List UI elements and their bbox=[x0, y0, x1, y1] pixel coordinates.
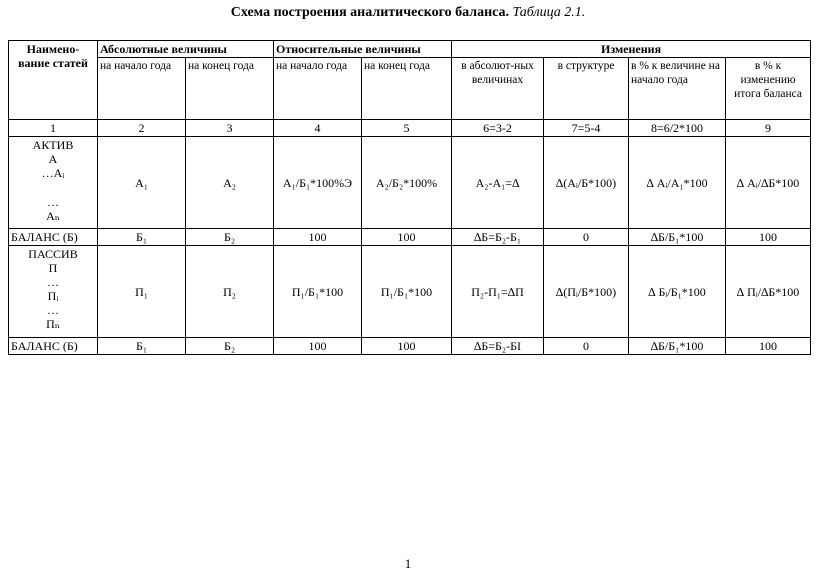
header-abs-start: на начало года bbox=[98, 58, 186, 120]
aktiv-label-line: А bbox=[48, 152, 58, 166]
balance-cell: Б₂ bbox=[186, 229, 274, 246]
passiv-cell: ∆ Бᵢ/Б₁*100 bbox=[629, 246, 726, 338]
col-num: 9 bbox=[726, 120, 811, 137]
balance-cell: ∆Б=Б₂-Б₁ bbox=[452, 229, 544, 246]
balance-cell: ∆Б/Б₁*100 bbox=[629, 229, 726, 246]
balance-cell: 100 bbox=[362, 229, 452, 246]
title-main: Схема построения аналитического баланса. bbox=[230, 5, 510, 20]
passiv-row bbox=[9, 246, 811, 338]
header-ch-pct-start: в % к величине на начало года bbox=[629, 58, 726, 120]
column-numbers-row bbox=[9, 120, 811, 137]
aktiv-label bbox=[9, 137, 98, 229]
balance-cell: 100 bbox=[362, 338, 452, 355]
balance-cell: Б₁ bbox=[98, 338, 186, 355]
aktiv-cell: ∆ Аᵢ/А₁*100 bbox=[629, 137, 726, 229]
header-abs-end: на конец года bbox=[186, 58, 274, 120]
aktiv-cell: А₁ bbox=[98, 137, 186, 229]
header-rel-group: Относительные величины bbox=[274, 41, 452, 58]
balance-cell: 0 bbox=[544, 338, 629, 355]
passiv-label-line: ПАССИВ bbox=[28, 247, 78, 261]
passiv-cell: П₂-П₁=∆П bbox=[452, 246, 544, 338]
balance-cell: 0 bbox=[544, 229, 629, 246]
passiv-cell: П₂ bbox=[186, 246, 274, 338]
passiv-label-line: П bbox=[48, 261, 58, 275]
col-num: 3 bbox=[186, 120, 274, 137]
aktiv-cell: А₁/Б₁*100%Э bbox=[274, 137, 362, 229]
aktiv-cell: А₂ bbox=[186, 137, 274, 229]
passiv-cell: П₁/Б₁*100 bbox=[362, 246, 452, 338]
header-ch-pct-total: в % к изменению итога баланса bbox=[726, 58, 811, 120]
passiv-cell: П₁ bbox=[98, 246, 186, 338]
col-num: 2 bbox=[98, 120, 186, 137]
header-abs-group: Абсолютные величины bbox=[98, 41, 274, 58]
col-num: 4 bbox=[274, 120, 362, 137]
aktiv-label-line bbox=[11, 180, 95, 195]
balance-cell: 100 bbox=[274, 338, 362, 355]
aktiv-cell: А₂/Б₂*100% bbox=[362, 137, 452, 229]
balance-cell: 100 bbox=[726, 338, 811, 355]
passiv-label-line: Пₙ bbox=[46, 317, 60, 331]
header-row-group bbox=[9, 41, 811, 58]
balance-cell: Б₂ bbox=[186, 338, 274, 355]
analytical-balance-table bbox=[8, 40, 811, 355]
passiv-cell: ∆ Пᵢ/∆Б*100 bbox=[726, 246, 811, 338]
aktiv-cell: А₂-А₁=∆ bbox=[452, 137, 544, 229]
col-num: 6=3-2 bbox=[452, 120, 544, 137]
aktiv-label-line: … bbox=[47, 195, 59, 209]
header-rel-start: на начало года bbox=[274, 58, 362, 120]
passiv-label bbox=[9, 246, 98, 338]
balance-cell: ∆Б/Б₁*100 bbox=[629, 338, 726, 355]
balance-row-2 bbox=[9, 338, 811, 355]
aktiv-cell: ∆ Аᵢ/∆Б*100 bbox=[726, 137, 811, 229]
col-num: 8=6/2*100 bbox=[629, 120, 726, 137]
header-row-sub bbox=[9, 58, 811, 120]
col-num: 5 bbox=[362, 120, 452, 137]
aktiv-label-line: Аₙ bbox=[46, 209, 60, 223]
balance-cell: 100 bbox=[726, 229, 811, 246]
page-title bbox=[0, 5, 816, 21]
header-name-col: Наимено-вание статей bbox=[9, 41, 98, 120]
page-number: 1 bbox=[404, 556, 412, 571]
balance-cell: 100 bbox=[274, 229, 362, 246]
header-changes-group: Изменения bbox=[452, 41, 811, 58]
aktiv-row bbox=[9, 137, 811, 229]
aktiv-cell: ∆(Аᵢ/Б*100) bbox=[544, 137, 629, 229]
header-ch-struct: в структуре bbox=[544, 58, 629, 120]
aktiv-label-line: АКТИВ bbox=[32, 138, 74, 152]
header-ch-abs: в абсолют-ных величинах bbox=[452, 58, 544, 120]
title-table-ref: Таблица 2.1. bbox=[512, 5, 586, 20]
balance-cell: Б₁ bbox=[98, 229, 186, 246]
col-num: 1 bbox=[9, 120, 98, 137]
passiv-cell: ∆(Пᵢ/Б*100) bbox=[544, 246, 629, 338]
passiv-label-line: … bbox=[47, 275, 59, 289]
balance-row-1 bbox=[9, 229, 811, 246]
passiv-label-line: … bbox=[47, 303, 59, 317]
balance-label: БАЛАНС (Б) bbox=[9, 229, 98, 246]
passiv-label-line: Пᵢ bbox=[47, 289, 59, 303]
aktiv-label-line: …Аᵢ bbox=[41, 166, 65, 180]
header-rel-end: на конец года bbox=[362, 58, 452, 120]
balance-cell: ∆Б=Б₂-БI bbox=[452, 338, 544, 355]
balance-label: БАЛАНС (Б) bbox=[9, 338, 98, 355]
col-num: 7=5-4 bbox=[544, 120, 629, 137]
passiv-cell: П₁/Б₁*100 bbox=[274, 246, 362, 338]
